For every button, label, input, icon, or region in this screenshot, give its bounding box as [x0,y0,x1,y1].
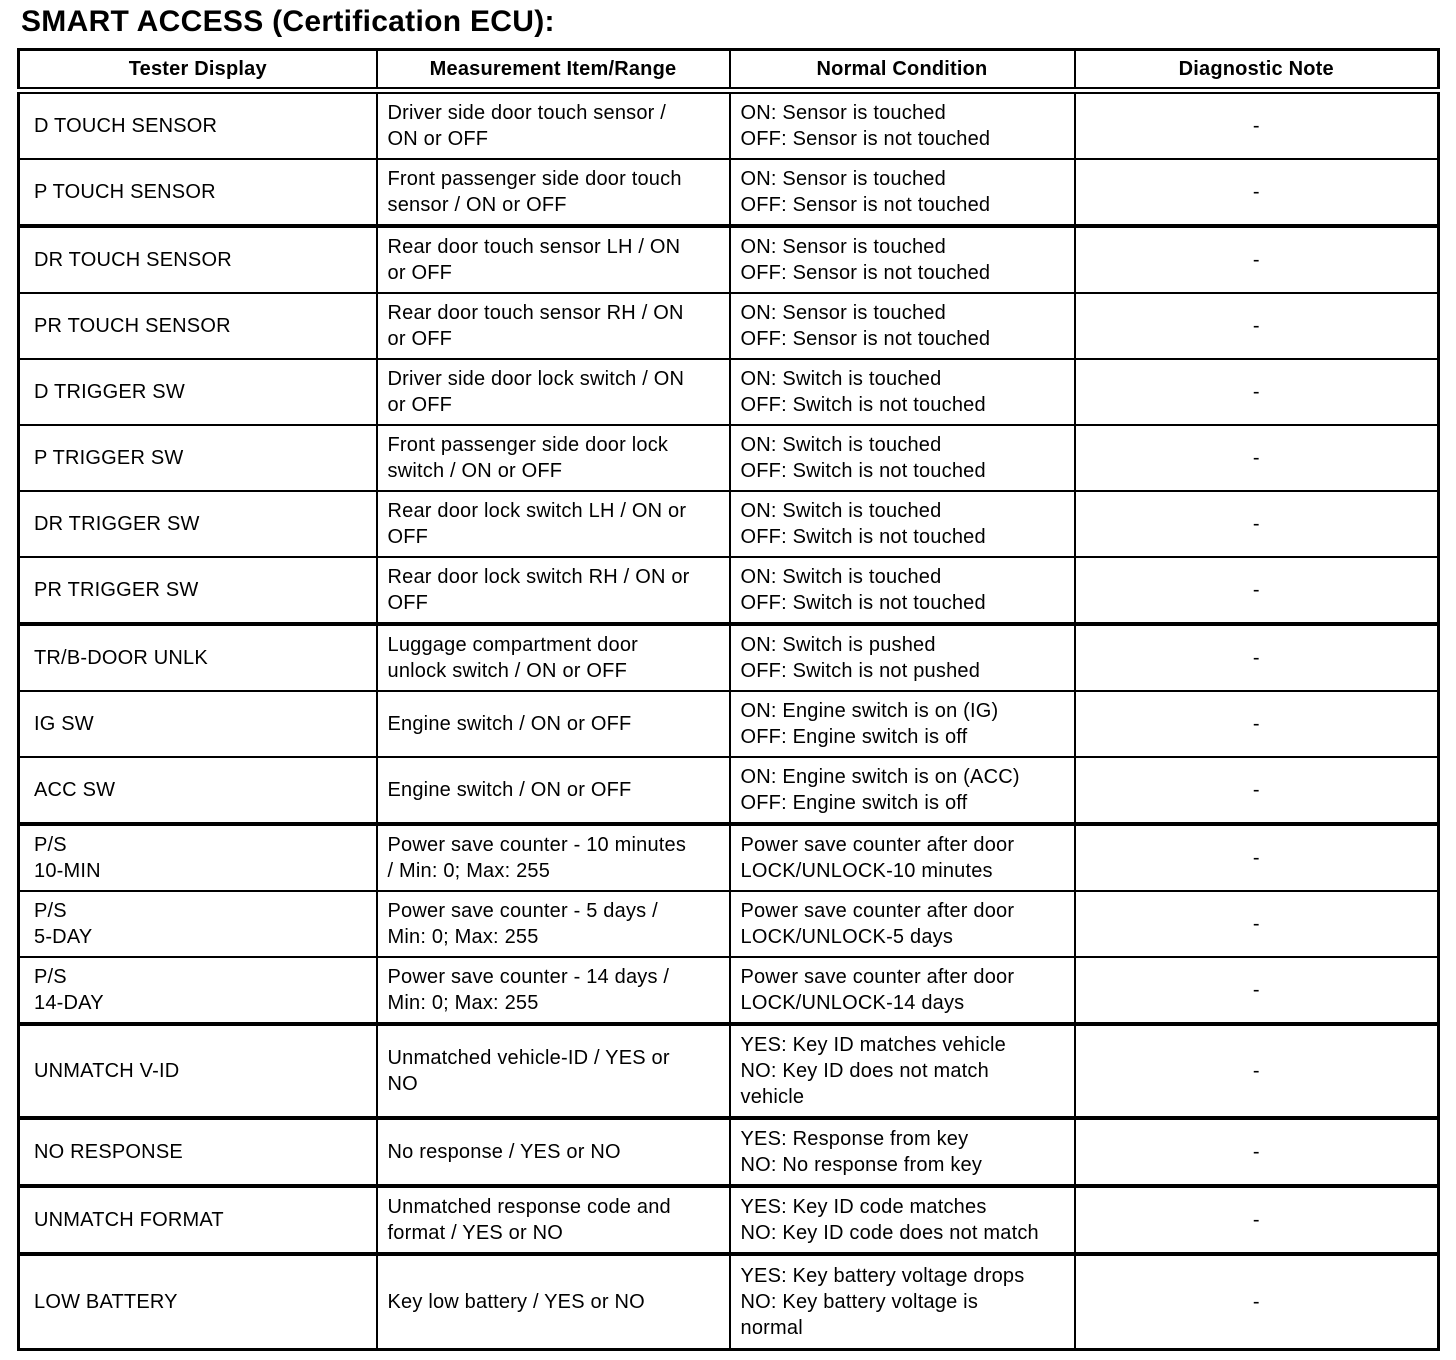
cell-line: ON: Sensor is touched [740,168,946,190]
cell-line: UNMATCH FORMAT [34,1209,224,1231]
cell-line: OFF: Sensor is not touched [740,328,991,350]
table-row [19,1186,1439,1254]
normal-condition-cell [730,491,1075,557]
tester-display-cell [19,425,377,491]
cell-line: OFF: Engine switch is off [740,726,968,748]
measurement-item-cell [377,757,730,824]
cell-line: vehicle [740,1086,805,1108]
table-row [19,1254,1439,1349]
normal-condition-cell [730,624,1075,691]
cell-line: ON: Engine switch is on (ACC) [740,766,1020,788]
cell-line: Engine switch / ON or OFF [387,713,632,735]
column-header: Normal Condition [730,50,1075,91]
diagnostic-note-cell: - [1075,624,1439,691]
cell-line: TR/B-DOOR UNLK [34,647,208,669]
cell-line: D TRIGGER SW [34,381,185,403]
cell-line: NO [387,1073,418,1095]
diagnostic-note-cell: - [1075,891,1439,957]
cell-line: OFF [387,526,429,548]
cell-line: 10-MIN [34,860,101,882]
table-body [19,91,1439,1350]
smart-access-table [17,48,1440,1351]
table-row [19,624,1439,691]
cell-line: PR TRIGGER SW [34,579,199,601]
normal-condition-cell [730,159,1075,226]
table-row [19,491,1439,557]
measurement-item-cell [377,691,730,757]
cell-line: ON: Engine switch is on (IG) [740,700,999,722]
cell-line: IG SW [34,713,94,735]
cell-line: NO: No response from key [740,1154,983,1176]
diagnostic-note-cell: - [1075,757,1439,824]
table-row [19,359,1439,425]
table-row [19,957,1439,1024]
cell-line: Unmatched response code and [387,1196,671,1218]
tester-display-cell [19,1186,377,1254]
column-header: Tester Display [19,50,377,91]
cell-line: / Min: 0; Max: 255 [387,860,551,882]
measurement-item-cell [377,624,730,691]
diagnostic-note-cell: - [1075,691,1439,757]
table-row [19,91,1439,160]
cell-line: ON: Switch is touched [740,368,942,390]
table-row [19,891,1439,957]
cell-line: or OFF [387,394,453,416]
normal-condition-cell [730,359,1075,425]
tester-display-cell [19,1254,377,1349]
cell-line: PR TOUCH SENSOR [34,315,231,337]
diagnostic-note-cell: - [1075,226,1439,293]
cell-line: Front passenger side door touch [387,168,682,190]
cell-line: OFF: Switch is not pushed [740,660,981,682]
cell-line: sensor / ON or OFF [387,194,567,216]
cell-line: ACC SW [34,779,116,801]
cell-line: Luggage compartment door [387,634,639,656]
cell-line: NO: Key ID code does not match [740,1222,1039,1244]
cell-line: LOCK/UNLOCK-10 minutes [740,860,993,882]
measurement-item-cell [377,1186,730,1254]
column-header: Diagnostic Note [1075,50,1439,91]
tester-display-cell [19,1118,377,1186]
cell-line: Engine switch / ON or OFF [387,779,632,801]
cell-line: OFF: Sensor is not touched [740,194,991,216]
cell-line: format / YES or NO [387,1222,564,1244]
table-row [19,824,1439,891]
cell-line: Power save counter after door [740,966,1015,988]
cell-line: ON: Sensor is touched [740,102,946,124]
cell-line: DR TOUCH SENSOR [34,249,232,271]
normal-condition-cell [730,1254,1075,1349]
cell-line: OFF: Switch is not touched [740,526,986,548]
normal-condition-cell [730,691,1075,757]
tester-display-cell [19,491,377,557]
cell-line: YES: Key ID code matches [740,1196,987,1218]
cell-line: OFF: Engine switch is off [740,792,968,814]
cell-line: switch / ON or OFF [387,460,563,482]
measurement-item-cell [377,491,730,557]
diagnostic-note-cell: - [1075,91,1439,160]
cell-line: 5-DAY [34,926,93,948]
table-row [19,425,1439,491]
cell-line: P TRIGGER SW [34,447,184,469]
table-row [19,691,1439,757]
cell-line: OFF [387,592,429,614]
cell-line: Power save counter after door [740,900,1015,922]
cell-line: normal [740,1316,803,1339]
cell-line: YES: Key ID matches vehicle [740,1034,1007,1056]
cell-line: OFF: Switch is not touched [740,592,986,614]
tester-display-cell [19,891,377,957]
normal-condition-cell [730,557,1075,624]
tester-display-cell [19,1024,377,1118]
diagnostic-note-cell: - [1075,1254,1439,1349]
table-row [19,1118,1439,1186]
cell-line: Driver side door touch sensor / [387,102,667,124]
table-row [19,557,1439,624]
normal-condition-cell [730,293,1075,359]
tester-display-cell [19,226,377,293]
tester-display-cell [19,691,377,757]
measurement-item-cell [377,293,730,359]
cell-line: Power save counter - 14 days / [387,966,670,988]
cell-line: P/S [34,966,67,988]
cell-line: DR TRIGGER SW [34,513,200,535]
tester-display-cell [19,624,377,691]
normal-condition-cell [730,1024,1075,1118]
cell-line: LOW BATTERY [34,1290,178,1313]
cell-line: Driver side door lock switch / ON [387,368,685,390]
cell-line: P TOUCH SENSOR [34,181,216,203]
cell-line: Power save counter - 5 days / [387,900,658,922]
measurement-item-cell [377,91,730,160]
cell-line: Front passenger side door lock [387,434,669,456]
measurement-item-cell [377,159,730,226]
measurement-item-cell [377,425,730,491]
cell-line: Key low battery / YES or NO [387,1290,645,1313]
cell-line: ON: Sensor is touched [740,236,946,258]
cell-line: LOCK/UNLOCK-5 days [740,926,954,948]
measurement-item-cell [377,359,730,425]
diagnostic-note-cell: - [1075,359,1439,425]
column-header: Measurement Item/Range [377,50,730,91]
cell-line: YES: Response from key [740,1128,969,1150]
diagnostic-note-cell: - [1075,159,1439,226]
cell-line: LOCK/UNLOCK-14 days [740,992,965,1014]
cell-line: ON: Switch is touched [740,434,942,456]
diagnostic-note-cell: - [1075,425,1439,491]
tester-display-cell [19,824,377,891]
normal-condition-cell [730,226,1075,293]
cell-line: NO: Key ID does not match [740,1060,989,1082]
cell-line: 14-DAY [34,992,104,1014]
diagnostic-note-cell: - [1075,557,1439,624]
cell-line: No response / YES or NO [387,1141,621,1163]
header-row [19,50,1439,91]
normal-condition-cell [730,957,1075,1024]
normal-condition-cell [730,425,1075,491]
measurement-item-cell [377,1118,730,1186]
measurement-item-cell [377,957,730,1024]
cell-line: P/S [34,834,67,856]
cell-line: Min: 0; Max: 255 [387,992,539,1014]
cell-line: ON: Switch is touched [740,566,942,588]
table-row [19,1024,1439,1118]
cell-line: OFF: Sensor is not touched [740,128,991,150]
cell-line: Power save counter - 10 minutes [387,834,687,856]
normal-condition-cell [730,1118,1075,1186]
tester-display-cell [19,557,377,624]
diagnostic-note-cell: - [1075,1186,1439,1254]
diagnostic-note-cell: - [1075,824,1439,891]
cell-line: Rear door lock switch LH / ON or [387,500,687,522]
tester-display-cell [19,757,377,824]
tester-display-cell [19,91,377,160]
tester-display-cell [19,359,377,425]
cell-line: NO: Key battery voltage is [740,1290,979,1313]
table-row [19,159,1439,226]
cell-line: OFF: Switch is not touched [740,394,986,416]
cell-line: ON or OFF [387,128,489,150]
cell-line: YES: Key battery voltage drops [740,1264,1025,1287]
measurement-item-cell [377,1254,730,1349]
normal-condition-cell [730,824,1075,891]
cell-line: NO RESPONSE [34,1141,183,1163]
diagnostic-note-cell: - [1075,1118,1439,1186]
normal-condition-cell [730,891,1075,957]
cell-line: or OFF [387,328,453,350]
table-row [19,293,1439,359]
tester-display-cell [19,293,377,359]
cell-line: Unmatched vehicle-ID / YES or [387,1047,670,1069]
diagnostic-note-cell: - [1075,491,1439,557]
cell-line: OFF: Switch is not touched [740,460,986,482]
tester-display-cell [19,159,377,226]
cell-line: Min: 0; Max: 255 [387,926,539,948]
cell-line: Rear door touch sensor LH / ON [387,236,681,258]
cell-line: UNMATCH V-ID [34,1060,180,1082]
cell-line: Rear door lock switch RH / ON or [387,566,690,588]
cell-line: D TOUCH SENSOR [34,115,218,137]
cell-line: Rear door touch sensor RH / ON [387,302,684,324]
measurement-item-cell [377,891,730,957]
tester-display-cell [19,957,377,1024]
normal-condition-cell [730,757,1075,824]
cell-line: ON: Switch is touched [740,500,942,522]
table-row [19,757,1439,824]
cell-line: ON: Sensor is touched [740,302,946,324]
measurement-item-cell [377,824,730,891]
cell-line: P/S [34,900,67,922]
diagnostic-note-cell: - [1075,957,1439,1024]
cell-line: ON: Switch is pushed [740,634,936,656]
cell-line: unlock switch / ON or OFF [387,660,627,682]
measurement-item-cell [377,1024,730,1118]
cell-line: or OFF [387,262,453,284]
normal-condition-cell [730,91,1075,160]
cell-line: Power save counter after door [740,834,1015,856]
measurement-item-cell [377,557,730,624]
diagnostic-note-cell: - [1075,293,1439,359]
table-row [19,226,1439,293]
normal-condition-cell [730,1186,1075,1254]
diagnostic-note-cell: - [1075,1024,1439,1118]
measurement-item-cell [377,226,730,293]
page-title: SMART ACCESS (Certification ECU): [21,5,555,38]
cell-line: OFF: Sensor is not touched [740,262,991,284]
